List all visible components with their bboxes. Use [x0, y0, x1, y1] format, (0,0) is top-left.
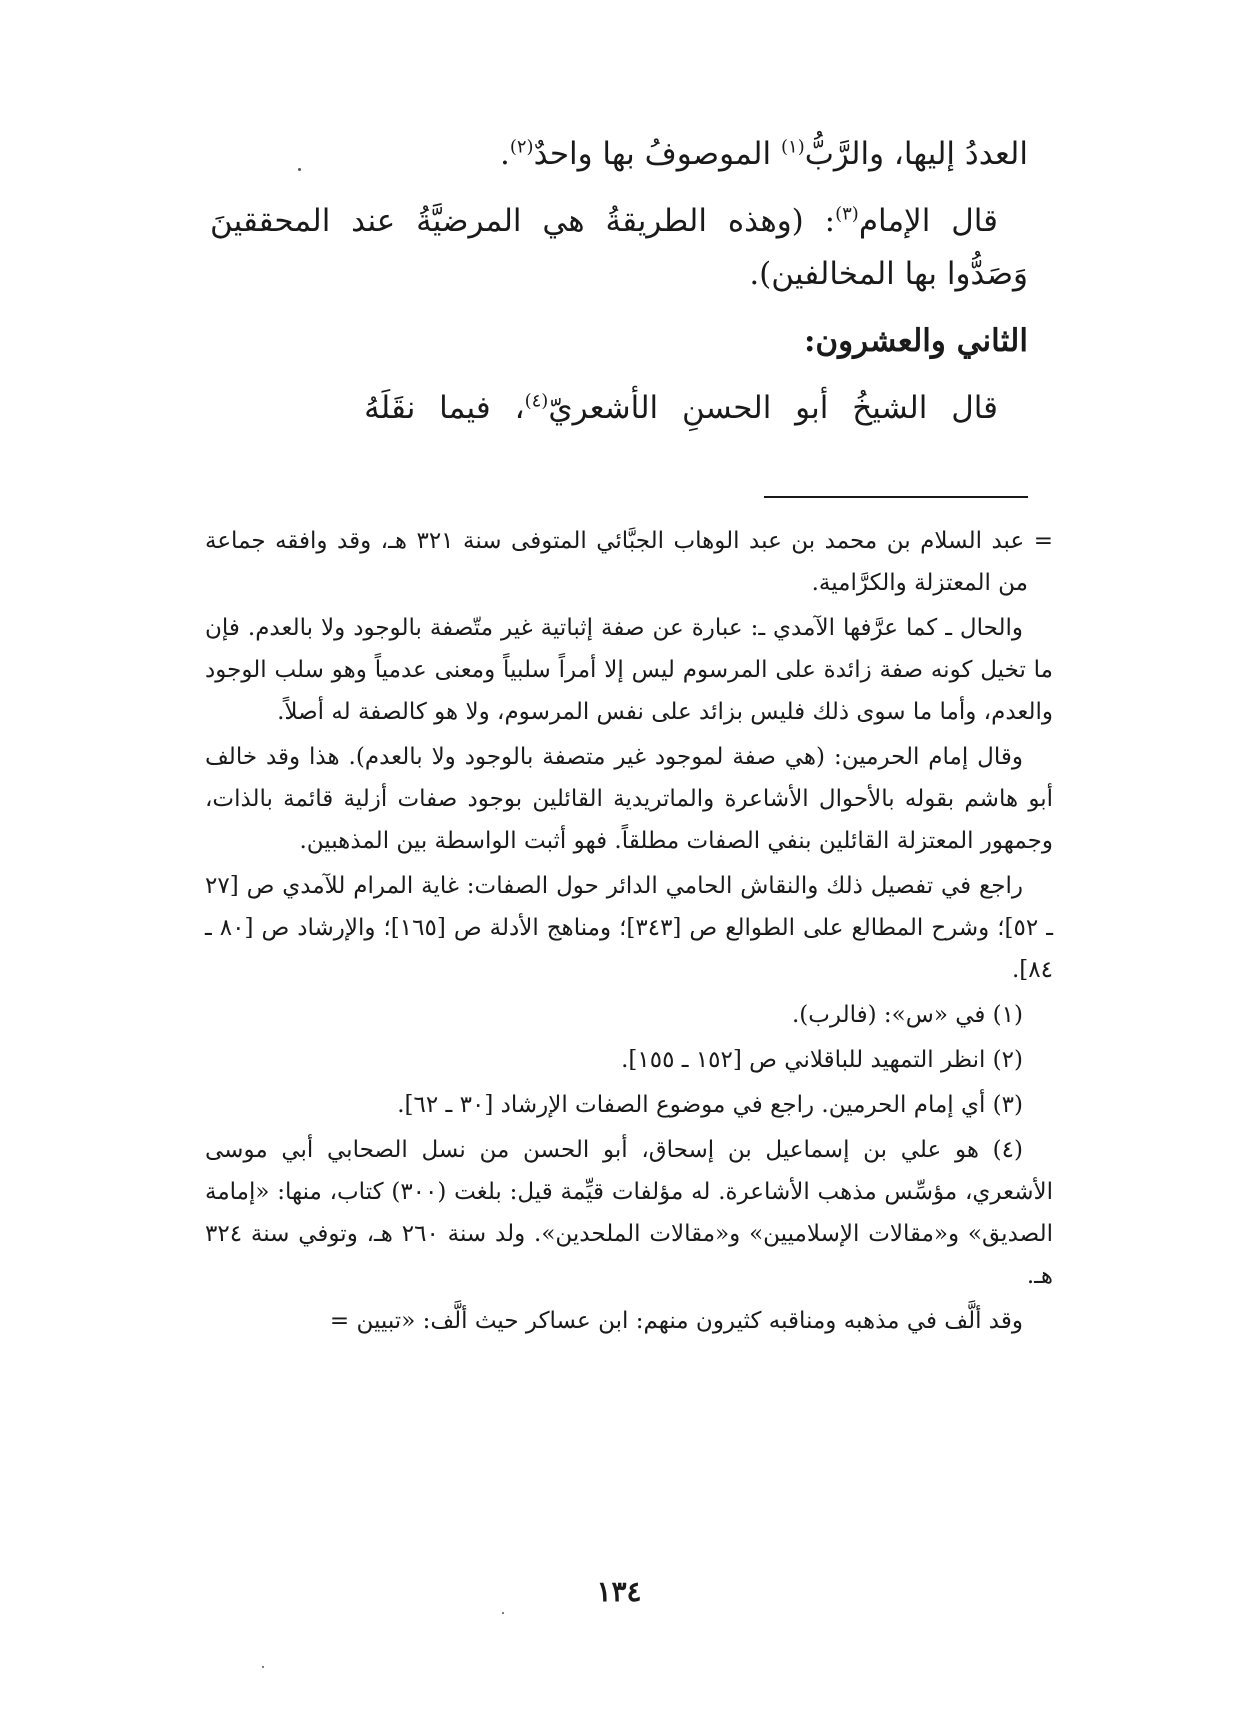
imam-start: قال الإمام — [858, 203, 998, 239]
footnote-4: (٤) هو علي بن إسماعيل بن إسحاق، أبو الحسن من نسل الصحابي أبي موسى الأشعري، مؤسِّس مذهب الأشاعرة. له مؤلفات قيِّمة قيل: بلغت (٣٠٠) كتاب، منها: «إمامة الصديق» و«مقالات الإسلاميين» و«مقالات الملحدين». ولد سنة ٢٦٠ هـ، وتوفي سنة ٣٢٤ هـ. — [205, 1137, 1053, 1289]
section-heading: الثاني والعشرون: — [803, 323, 1028, 359]
footnote-ref-1: (١) — [780, 136, 805, 158]
scan-speck — [502, 1612, 504, 1614]
footnote-ref-4: (٤) — [524, 390, 549, 412]
main-text — [210, 128, 1028, 449]
footnote-ref-2: (٢) — [509, 136, 534, 158]
main-line-1 — [210, 128, 1028, 181]
footnote-separator — [764, 496, 1028, 498]
footnote-3: (٣) أي إمام الحرمين. راجع في موضوع الصفات الإرشاد [٣٠ ـ ٦٢]. — [397, 1092, 1023, 1118]
scan-speck — [262, 1666, 264, 1668]
footnotes — [205, 520, 1053, 1345]
imam-quote: : (وهذه الطريقةُ هي المرضيَّةُ عند المحققينَ وَصَدُّوا بها المخالفين). — [210, 203, 1028, 292]
footnote-hal: والحال ـ كما عرَّفها الآمدي ـ: عبارة عن صفة إثباتية غير متّصفة بالوجود ولا بالعدم. فإن ما تخيل كونه صفة زائدة على المرسوم ليس إلا أمراً سلبياً ومعنى عدمياً وهو سلب الوجود والعدم، وأما ما سوى ذلك فليس بزائد على نفس المرسوم، ولا هو كالصفة له أصلاً. — [205, 615, 1053, 725]
footnote-refer: راجع في تفصيل ذلك والنقاش الحامي الدائر حول الصفات: غاية المرام للآمدي ص [٢٧ ـ ٥٢]؛ وشرح المطالع على الطوالع ص [٣٤٣]؛ ومناهج الأدلة ص [١٦٥]؛ والإرشاد ص [٨٠ ـ ٨٤]. — [205, 873, 1053, 983]
footnote-1: (١) في «س»: (فالرب). — [792, 1002, 1023, 1028]
main-paragraph-imam — [210, 195, 1028, 301]
scan-speck — [298, 168, 301, 171]
main-line-1-end: . — [499, 136, 510, 172]
ashari-start: قال الشيخُ أبو الحسنِ الأشعريّ — [548, 390, 998, 426]
footnote-4-more: وقد ألَّف في مذهبه ومناقبه كثيرون منهم: ابن عساكر حيث ألَّف: «تبيين = — [329, 1308, 1023, 1334]
footnote-2: (٢) انظر التمهيد للباقلاني ص [١٥٢ ـ ١٥٥]. — [621, 1047, 1023, 1073]
main-line-1-tail: الموصوفُ بها واحدٌ — [533, 136, 781, 172]
footnote-continuation: = عبد السلام بن محمد بن عبد الوهاب الجبَّائي المتوفى سنة ٣٢١ هـ، وقد وافقه جماعة من المعتزلة والكرَّامية. — [205, 528, 1053, 596]
main-paragraph-ashari — [210, 382, 1028, 435]
page-number: ١٣٤ — [596, 1575, 642, 1608]
ashari-rest: ، فيما نقَلَهُ — [364, 390, 525, 426]
footnote-ref-3: (٣) — [835, 203, 859, 225]
footnote-haramayn: وقال إمام الحرمين: (هي صفة لموجود غير متصفة بالوجود ولا بالعدم). هذا وقد خالف أبو هاشم بقوله بالأحوال الأشاعرة والماتريدية القائلين بوجود صفات أزلية قائمة بالذات، وجمهور المعتزلة القائلين بنفي الصفات مطلقاً. فهو أثبت الواسطة بين المذهبين. — [205, 744, 1053, 854]
main-line-1-text: العددُ إليها، والرَّبُّ — [804, 136, 1028, 172]
